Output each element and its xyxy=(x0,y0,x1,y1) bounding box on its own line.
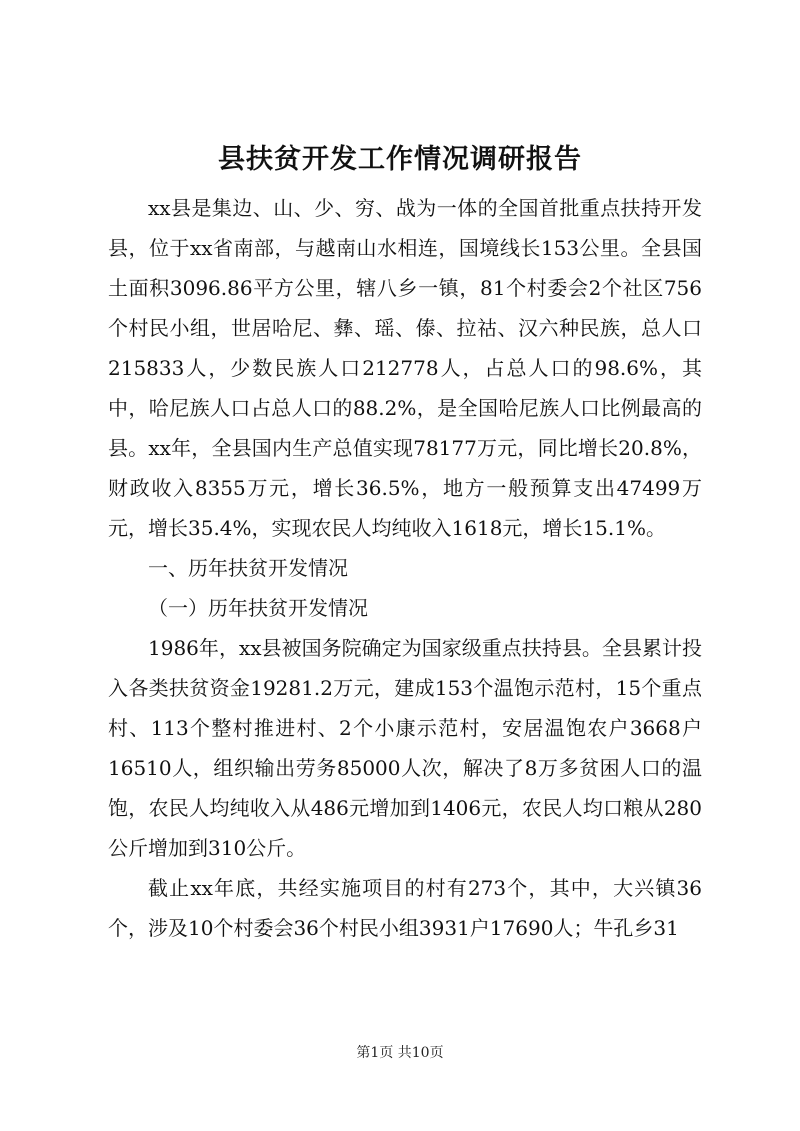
paragraph-history: 1986年，xx县被国务院确定为国家级重点扶持县。全县累计投入各类扶贫资金19281.2万元，建成153个温饱示范村，15个重点村、113个整村推进村、2个小康示范村，安居温饱农户3668户16510人，组织输出劳务85000人次，解决了8万多贫困人口的温饱，农民人均纯收入从486元增加到1406元，农民人均口粮从280公斤增加到310公斤。 xyxy=(108,636,702,860)
paragraph-intro: xx县是集边、山、少、穷、战为一体的全国首批重点扶持开发县，位于xx省南部，与越南山水相连，国境线长153公里。全县国土面积3096.86平方公里，辖八乡一镇，81个村委会2个社区756个村民小组，世居哈尼、彝、瑶、傣、拉祜、汉六种民族，总人口215833人，少数民族人口212778人，占总人口的98.6%，其中，哈尼族人口占总人口的88.2%，是全国哈尼族人口比例最高的县。xx年，全县国内生产总值实现78177万元，同比增长20.8%，财政收入8355万元，增长36.5%，地方一般预算支出47499万元，增长35.4%，实现农民人均纯收入1618元，增长15.1%。 xyxy=(108,196,702,540)
subsection-heading: （一）历年扶贫开发情况 xyxy=(148,596,368,620)
page-number: 第1页 共10页 xyxy=(356,1045,444,1061)
document-title: 县扶贫开发工作情况调研报告 xyxy=(218,144,582,175)
section-heading: 一、历年扶贫开发情况 xyxy=(148,556,348,580)
document-body xyxy=(108,188,702,948)
paragraph-projects: 截止xx年底，共经实施项目的村有273个，其中，大兴镇36个，涉及10个村委会36个村民小组3931户17690人；牛孔乡31 xyxy=(108,876,702,940)
